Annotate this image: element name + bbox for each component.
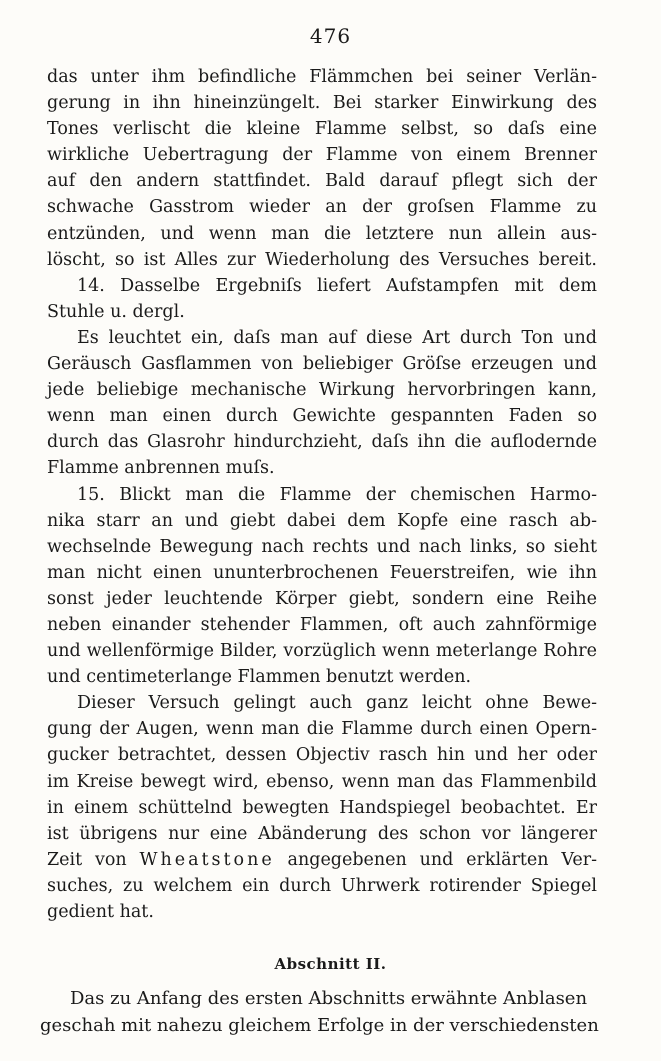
main-text-block [47, 64, 597, 925]
text-line: das unter ihm befindliche Flämmchen bei seiner Verlän- [47, 67, 597, 87]
paragraph [47, 325, 597, 482]
text-line: man nicht einen ununterbrochenen Feuerstreifen, wie ihn [47, 562, 597, 583]
text-line: löscht, so ist Alles zur Wiederholung des Versuches bereit. [47, 249, 597, 270]
text-line: ist übrigens nur eine Abänderung des schon vor längerer [47, 823, 597, 844]
section-14 [47, 273, 597, 325]
text-line: wenn man einen durch Gewichte gespannten Faden so [47, 406, 597, 427]
paragraph-continuation [47, 64, 597, 273]
text-line: Dieser Versuch gelingt auch ganz leicht ohne Bewe- [77, 693, 597, 714]
text-line: Tones verlischt die kleine Flamme selbst, so daſs eine [47, 119, 597, 140]
text-line: suches, zu welchem ein durch Uhrwerk rotirender Spiegel [47, 875, 597, 896]
text-fragment: angegebenen und erklärten Ver- [287, 849, 597, 870]
text-line: gung der Augen, wenn man die Flamme durch einen Opern- [47, 719, 597, 740]
text-line: Flamme anbrennen muſs. [47, 458, 275, 479]
text-line: und wellenförmige Bilder, vorzüglich wenn meterlange Rohre [47, 641, 597, 662]
text-line: gedient hat. [47, 902, 154, 922]
text-line: jede beliebige mechanische Wirkung hervorbringen kann, [47, 380, 597, 401]
text-line: auf den andern stattfindet. Bald darauf pflegt sich der [47, 171, 597, 192]
text-line: gerung in ihn hineinzüngelt. Bei starker Einwirkung des [47, 93, 597, 114]
text-line: durch das Glasrohr hindurchzieht, daſs ihn die auflodernde [47, 432, 597, 453]
text-line: wirkliche Uebertragung der Flamme von einem Brenner [47, 145, 597, 166]
text-line: 14. Dasselbe Ergebniſs liefert Aufstampfen mit dem [77, 275, 597, 296]
page-number: 476 [309, 24, 352, 48]
text-line: nika starr an und giebt dabei dem Kopfe eine rasch ab- [47, 510, 597, 531]
text-line: sonst jeder leuchtende Körper giebt, sondern eine Reihe [47, 588, 597, 609]
text-line: Es leuchtet ein, daſs man auf diese Art durch Ton und [77, 327, 597, 348]
section-heading: Abschnitt II. [274, 955, 387, 973]
section-ii-text [40, 985, 599, 1039]
text-fragment: Zeit von [47, 849, 127, 870]
text-line: geschah mit nahezu gleichem Erfolge in der verschiedensten [40, 1015, 599, 1036]
text-line: im Kreise bewegt wird, ebenso, wenn man das Flammenbild [47, 771, 597, 792]
text-line: Stuhle u. dergl. [47, 301, 185, 322]
text-line: entzünden, und wenn man die letztere nun allein aus- [47, 223, 597, 244]
text-line [47, 847, 597, 873]
section-15 [47, 482, 597, 691]
text-line: Geräusch Gasflammen von beliebiger Gröſse erzeugen und [47, 354, 597, 375]
text-line: in einem schüttelnd bewegten Handspiegel beobachtet. Er [47, 797, 597, 818]
text-line: neben einander stehender Flammen, oft auch zahnförmige [47, 614, 597, 635]
text-line: wechselnde Bewegung nach rechts und nach links, so sieht [47, 536, 597, 557]
text-line: gucker betrachtet, dessen Objectiv rasch hin und her oder [47, 745, 597, 766]
text-line: Das zu Anfang des ersten Abschnitts erwähnte Anblasen [70, 988, 588, 1009]
text-line: und centimeterlange Flammen benutzt werden. [47, 667, 472, 688]
paragraph [47, 690, 597, 925]
person-name-wheatstone: Wheatstone [139, 849, 275, 870]
text-line: schwache Gasstrom wieder an der groſsen Flamme zu [47, 197, 597, 218]
text-line: 15. Blickt man die Flamme der chemischen Harmo- [77, 484, 597, 505]
